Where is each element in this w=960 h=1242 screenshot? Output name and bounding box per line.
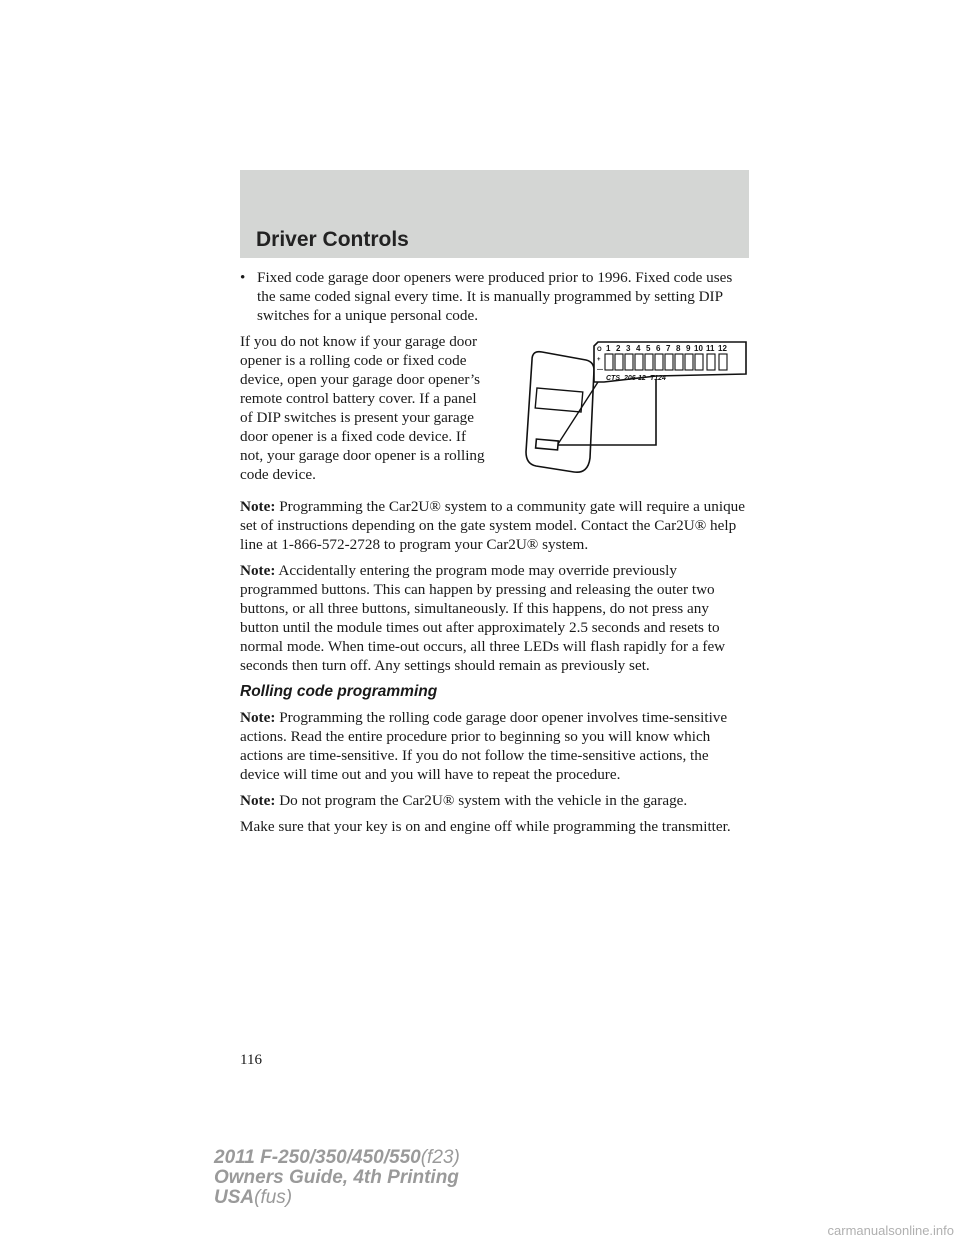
footer-line [214,1188,460,1208]
dip-switch [695,354,703,370]
closing-paragraph: Make sure that your key is on and engine off while programming the transmitter. [240,818,731,835]
panel-label-part: CTS [606,375,620,382]
note-text: Programming the Car2U® system to a community gate will require a unique set of instructions depending on the gate system model. Contact the Car2U® help line at 1-866-572-2728 to program your Car2U® system. [240,498,746,553]
watermark: carmanualsonline.info [827,1223,954,1238]
bullet-text: Fixed code garage door openers were produced prior to 1996. Fixed code uses the same coded signal every time. It is manually programmed by setting DIP switches for a unique personal code. [257,269,733,324]
dip-switch [625,354,633,370]
remote-connector [536,439,559,450]
switch-number: 2 [616,344,621,353]
note-text: Do not program the Car2U® system with the vehicle in the garage. [279,792,688,809]
switch-number: 6 [656,344,661,353]
switch-number: 9 [686,344,691,353]
note-label: Note: [240,498,276,515]
switch-number: 8 [676,344,681,353]
remote-body [526,352,594,473]
panel-label [606,375,666,382]
footer-line: Owners Guide, 4th Printing [214,1167,459,1188]
dip-switch [719,354,727,370]
dip-switch [615,354,623,370]
switch-number: 3 [626,344,631,353]
note-label: Note: [240,792,276,809]
note-paragraph [240,497,750,554]
note-paragraph [240,708,750,784]
dip-switch [605,354,613,370]
subsection-heading: Rolling code programming [240,683,438,700]
panel-label-part: T124 [650,375,666,382]
switch-number: 11 [706,344,715,353]
dip-switch [675,354,683,370]
switch-mark: — [597,367,603,373]
switch-mark: O [597,347,602,353]
switch-number: 5 [646,344,651,353]
footer-model-code: (f23) [420,1147,460,1168]
dip-switch [707,354,715,370]
dip-switch [635,354,643,370]
footer-region: USA [214,1187,255,1208]
dip-switch-figure [510,338,750,488]
page-number: 116 [240,1052,262,1068]
remote-window [535,388,583,412]
bullet-marker: • [240,269,246,286]
panel-label-part: 206-12 [624,375,646,382]
dip-switch [685,354,693,370]
footer-model: 2011 F-250/350/450/550 [214,1147,421,1168]
note-text: Programming the rolling code garage door opener involves time-sensitive actions. Read the entire procedure prior to beginning so you will know which actions are time-sensitive. If you do not follow the time-sensitive actions, the device will time out and you will have to repeat the procedure. [240,709,728,783]
switch-number: 1 [606,344,611,353]
note-label: Note: [240,562,276,579]
section-title: Driver Controls [256,228,409,251]
page-content [240,268,750,843]
note-paragraph [240,561,750,675]
dip-switch [645,354,653,370]
document-footer [214,1148,460,1208]
footer-region-code: (fus) [254,1187,293,1208]
note-text: Accidentally entering the program mode may override previously programmed buttons. This can happen by pressing and releasing the outer two buttons, or all three buttons, simultaneously. If this happens, do not press any button until the module times out after approximately 2.5 seconds and resets to normal mode. When time-out occurs, all three LEDs will flash rapidly for a few seconds then turn off. Any settings should remain as previously set. [240,562,726,674]
intro-row [240,332,750,488]
switch-number: 7 [666,344,671,353]
switch-number: 12 [718,344,727,353]
switch-number: 10 [694,344,703,353]
bullet-item [240,268,750,325]
switch-number: 4 [636,344,641,353]
dip-switch [655,354,663,370]
footer-line [214,1148,460,1168]
dip-switches [605,354,727,370]
switch-mark: + [597,357,601,363]
note-label: Note: [240,709,276,726]
dip-switch [665,354,673,370]
intro-paragraph: If you do not know if your garage door opener is a rolling code or fixed code device, open your garage door opener’s remote control battery cover. If a panel of DIP switches is present your garage door opener is a fixed code device. If not, your garage door opener is a rolling code device. [240,333,485,483]
note-paragraph [240,791,750,810]
section-header-band [240,170,749,258]
